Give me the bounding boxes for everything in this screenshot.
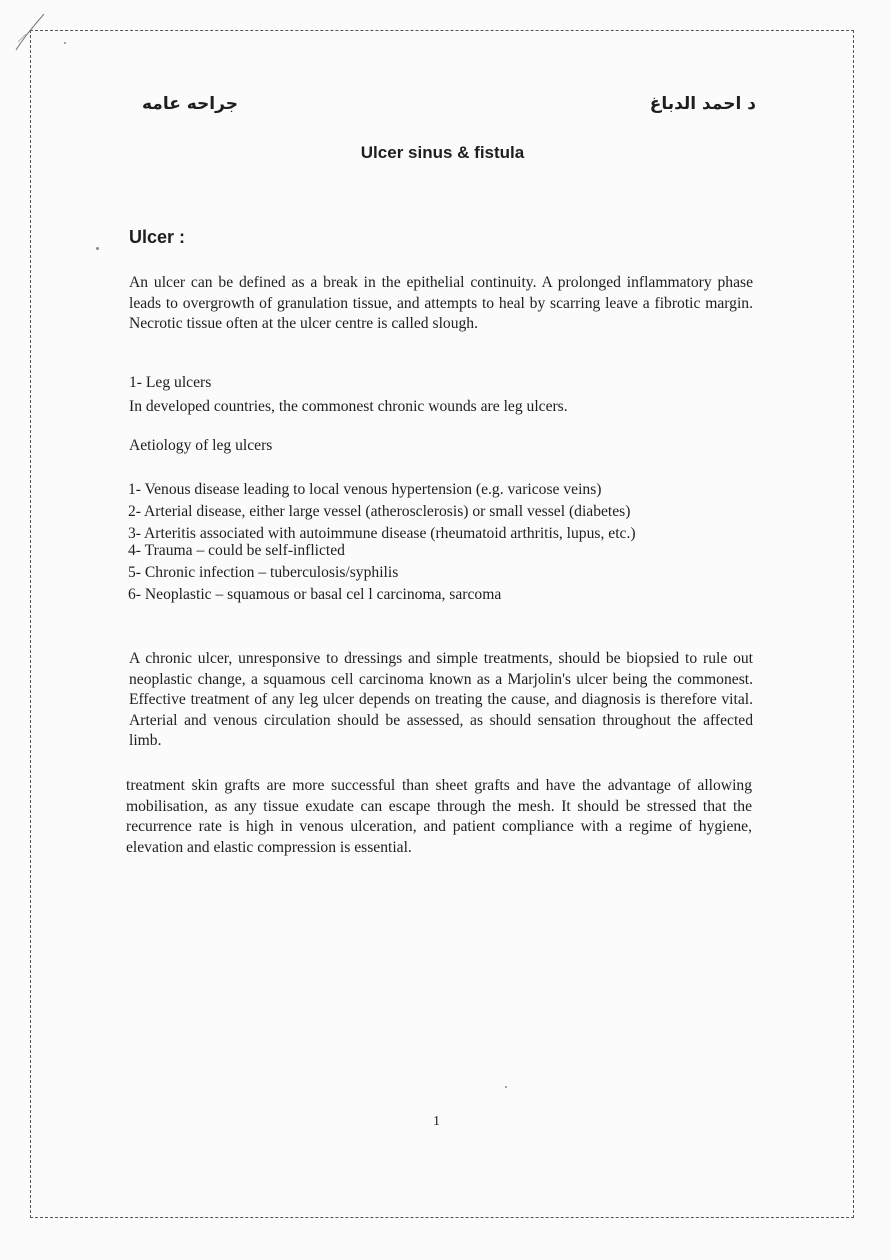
pencil-mark-icon xyxy=(14,12,54,52)
header-author: د احمد الدباغ xyxy=(649,94,756,114)
aetiology-item: 4- Trauma – could be self-inflicted xyxy=(128,542,345,559)
aetiology-item: 3- Arteritis associated with autoimmune disease (rheumatoid arthritis, lupus, etc.) xyxy=(128,525,636,542)
page-number: 1 xyxy=(433,1114,440,1129)
header-department: جراحه عامه xyxy=(142,94,238,114)
aetiology-heading: Aetiology of leg ulcers xyxy=(129,437,273,454)
page-title: Ulcer sinus & fistula xyxy=(360,143,525,162)
aetiology-item: 2- Arterial disease, either large vessel (atherosclerosis) or small vessel (diabetes) xyxy=(128,503,631,520)
section-heading-ulcer: Ulcer : xyxy=(129,227,186,247)
page-border xyxy=(30,30,854,1218)
chronic-ulcer-paragraph: A chronic ulcer, unresponsive to dressings and simple treatments, should be biopsied to rule out neoplastic change, a squamous cell carcinoma known as a Marjolin's ulcer being the commonest. Effective treatment of any leg ulcer depends on treating the cause, and diagnosis is therefore vital. Arterial and venous circulation should be assessed, as should sensation throughout the affected limb. xyxy=(129,650,753,749)
speck xyxy=(64,42,66,44)
aetiology-item: 5- Chronic infection – tuberculosis/syphilis xyxy=(128,564,399,581)
speck xyxy=(505,1086,507,1088)
leg-ulcers-text: In developed countries, the commonest chronic wounds are leg ulcers. xyxy=(129,398,568,415)
treatment-paragraph: treatment skin grafts are more successful than sheet grafts and have the advantage of allowing mobilisation, as any tissue exudate can escape through the mesh. It should be stressed that the recurrence rate is high in venous ulceration, and patient compliance with a regime of hygiene, elevation and elastic compression is essential. xyxy=(126,777,752,856)
aetiology-item: 6- Neoplastic – squamous or basal cel l carcinoma, sarcoma xyxy=(128,586,502,603)
leg-ulcers-heading: 1- Leg ulcers xyxy=(129,374,212,391)
intro-paragraph: An ulcer can be defined as a break in the epithelial continuity. A prolonged inflammatory phase leads to overgrowth of granulation tissue, and attempts to heal by scarring leave a fibrotic margin. Necrotic tissue often at the ulcer centre is called slough. xyxy=(129,274,753,332)
speck xyxy=(96,247,99,250)
aetiology-item: 1- Venous disease leading to local venous hypertension (e.g. varicose veins) xyxy=(128,481,602,498)
